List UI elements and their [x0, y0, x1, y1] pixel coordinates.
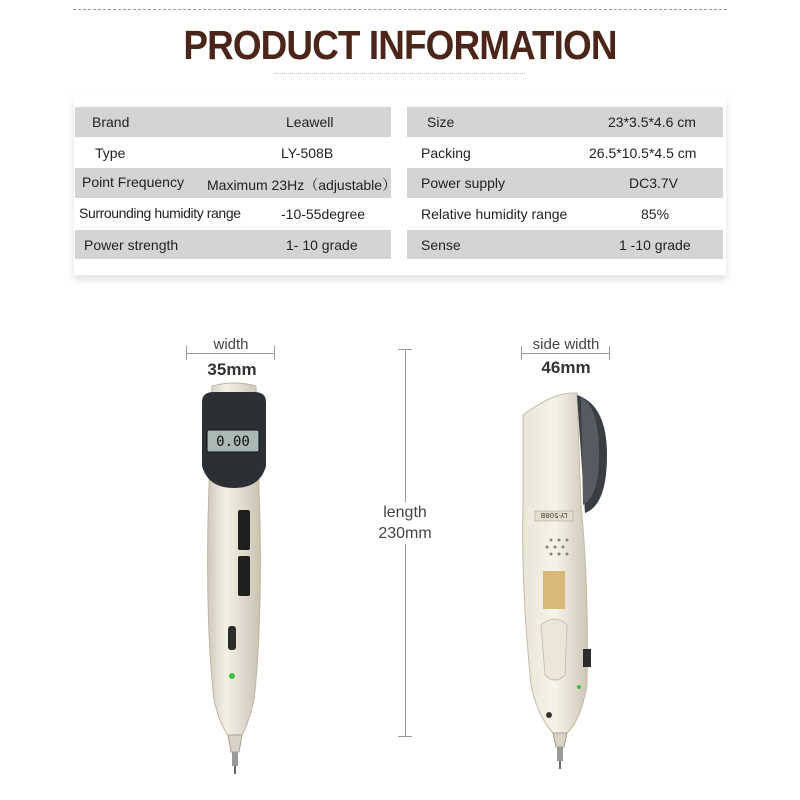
spec-label: Type: [95, 144, 126, 161]
length-label: length: [360, 502, 450, 524]
mode-switch: [228, 626, 236, 650]
pen-side-view: [515, 385, 625, 785]
spec-label: Power strength: [84, 236, 179, 253]
spec-value: 85%: [641, 206, 670, 223]
top-dashed-divider: [73, 9, 727, 10]
page-title: PRODUCT INFORMATION: [183, 22, 617, 68]
width-dimension-tick: [186, 346, 187, 360]
length-value: 230mm: [360, 524, 450, 544]
intensity-slider: [238, 510, 250, 550]
spec-value: Leawell: [286, 114, 334, 130]
side-led: [577, 685, 581, 689]
spec-value: 1- 10 grade: [286, 236, 358, 253]
display-head: [202, 392, 266, 488]
length-dimension-tick: [398, 736, 412, 737]
spec-value: DC3.7V: [629, 175, 679, 192]
width-label: width: [195, 336, 267, 353]
side-width-value: 46mm: [541, 358, 591, 377]
spec-row: [407, 168, 723, 198]
spec-row: [75, 107, 391, 137]
spec-value: LY-508B: [281, 144, 334, 161]
side-width-label: side width: [526, 336, 606, 353]
side-width-dimension-line: [521, 353, 609, 354]
side-button: [583, 649, 591, 667]
model-label: LY-508B: [540, 511, 568, 519]
spec-label: Size: [427, 114, 455, 130]
title-underline: [275, 73, 525, 74]
spec-label: Relative humidity range: [421, 206, 568, 223]
spec-row: [75, 230, 391, 260]
product-sticker: [543, 571, 565, 609]
spec-row: [75, 168, 397, 198]
spec-value: -10-55degree: [281, 206, 366, 223]
spec-value: 1 -10 grade: [619, 236, 691, 253]
grip-pad: [541, 619, 567, 680]
spec-label: Brand: [92, 114, 130, 130]
spec-row: [407, 230, 723, 260]
indicator-led: [229, 673, 235, 679]
pen-front-view: [190, 380, 280, 780]
spec-table: [74, 95, 726, 275]
spec-column-right: [407, 107, 723, 260]
width-dimension-tick: [274, 346, 275, 360]
spec-row: [407, 107, 723, 137]
spec-value: 26.5*10.5*4.5 cm: [589, 144, 697, 161]
spec-column-left: [75, 107, 397, 260]
spec-row: [75, 199, 391, 229]
frequency-slider: [238, 556, 250, 596]
spec-row: [75, 138, 391, 168]
spec-label: Point Frequency: [82, 174, 184, 191]
spec-row: [407, 199, 723, 229]
spec-label: Packing: [421, 144, 471, 161]
width-dimension-line: [186, 353, 274, 354]
spec-value: 23*3.5*4.6 cm: [608, 114, 696, 130]
spec-value: Maximum 23Hz（adjustable）: [207, 177, 397, 194]
spec-label: Surrounding humidity range: [79, 205, 241, 222]
width-value: 35mm: [207, 360, 257, 379]
spec-label: Power supply: [421, 175, 506, 192]
spec-label: Sense: [421, 236, 461, 253]
spec-row: [407, 138, 723, 168]
probe-socket: [546, 712, 552, 718]
lcd-readout: 0.00: [216, 434, 250, 450]
